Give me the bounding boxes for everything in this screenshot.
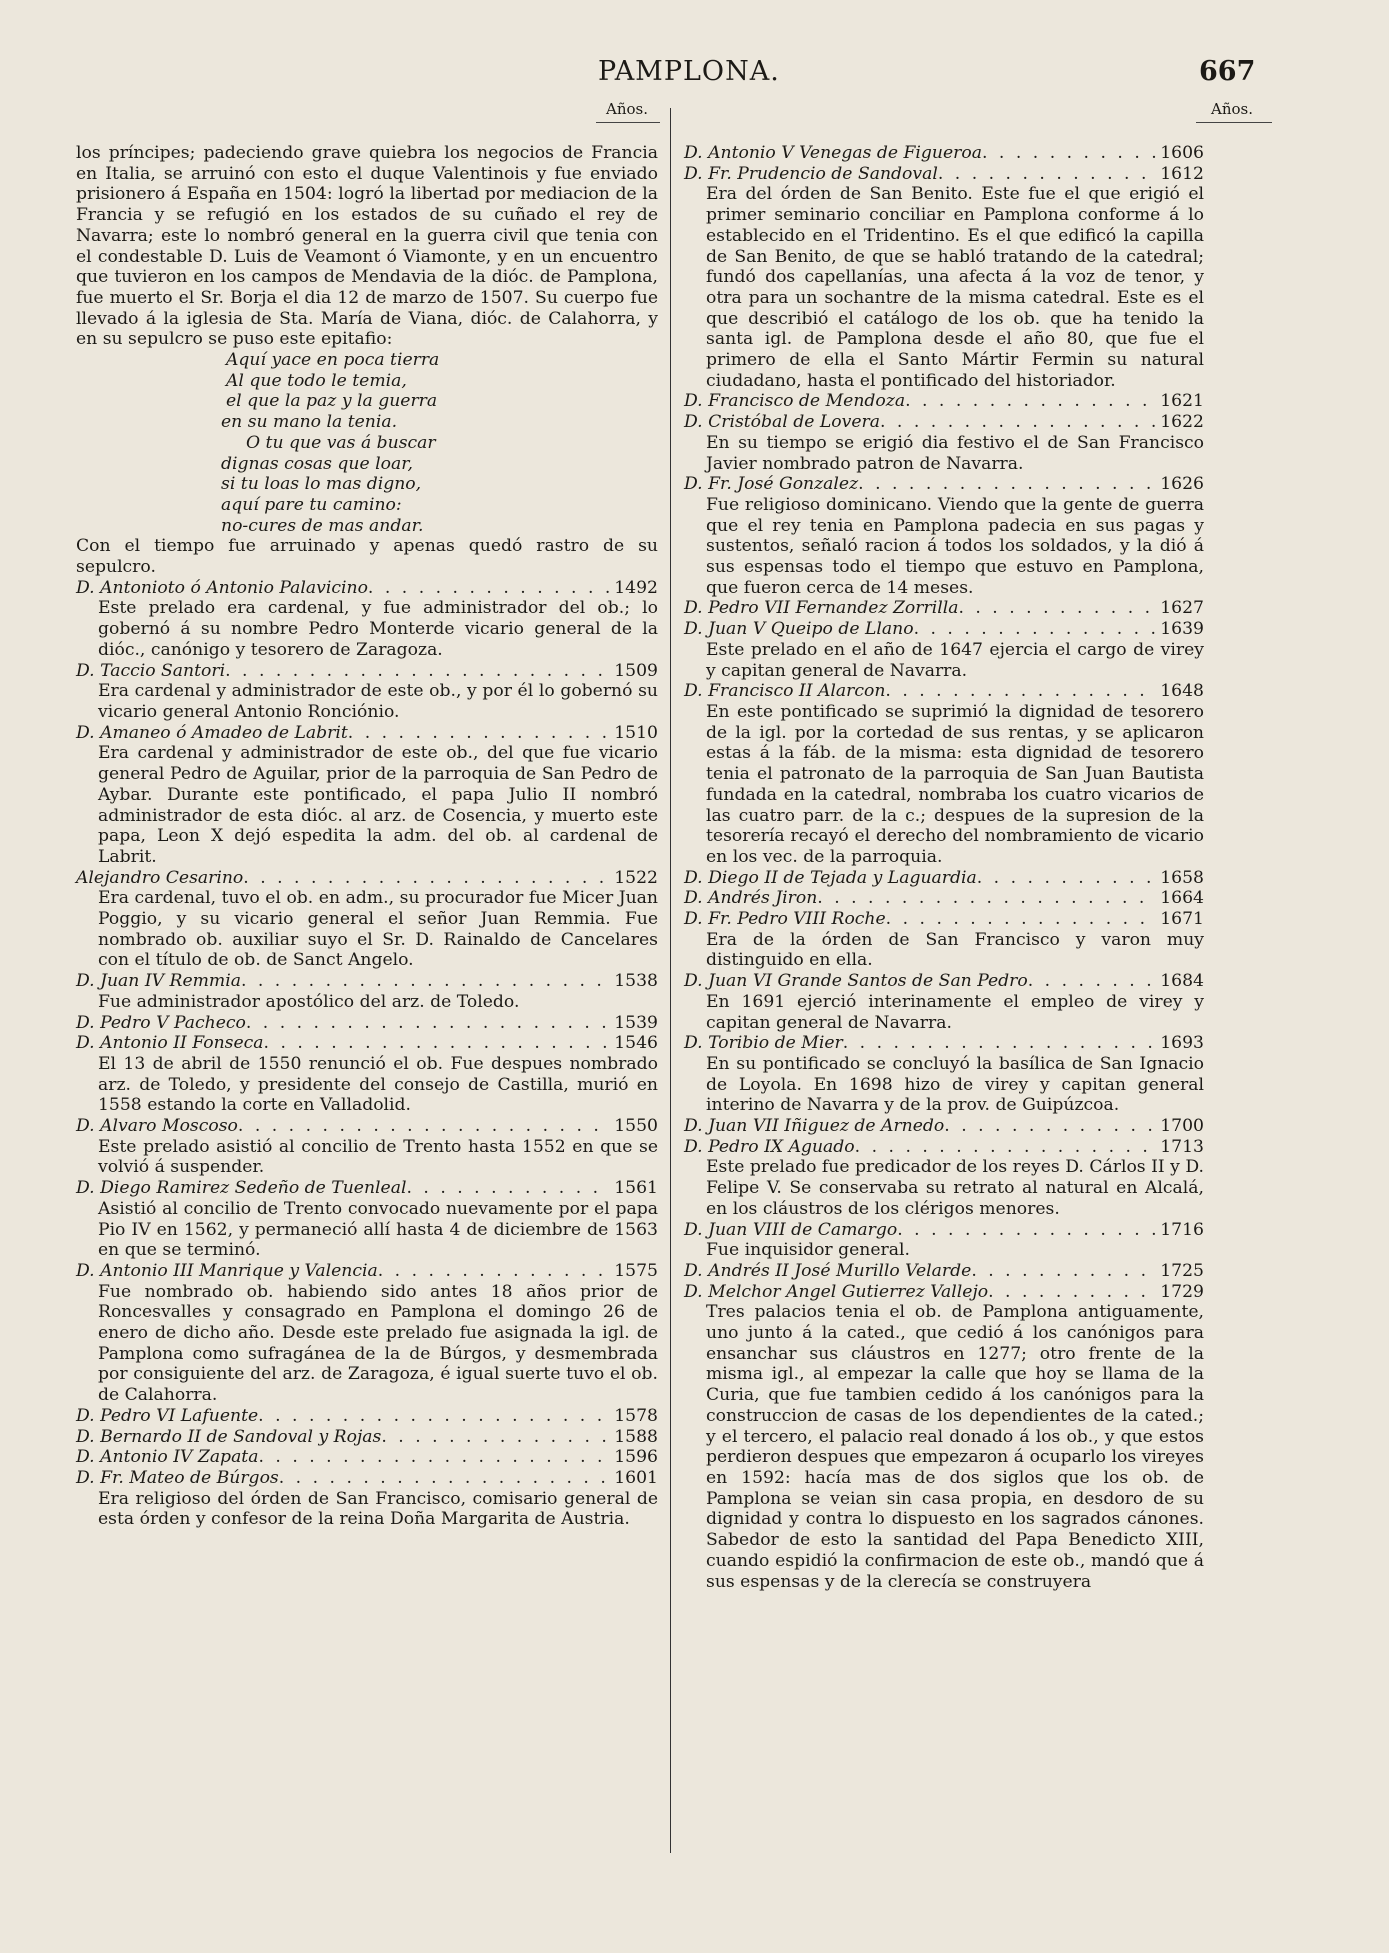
- bishop-entry: [76, 1013, 658, 1034]
- leader-dots: [905, 391, 1156, 412]
- bishop-name: D. Pedro VII Fernandez Zorrilla: [684, 598, 959, 619]
- bishop-entry: [684, 598, 1204, 619]
- leader-dots: [944, 1116, 1156, 1137]
- leader-dots: [406, 1178, 610, 1199]
- bishop-entry: [684, 868, 1204, 889]
- leader-dots: [886, 909, 1156, 930]
- bishop-year: 1561: [614, 1178, 658, 1199]
- bishop-year: 1601: [614, 1468, 658, 1488]
- epitaph-line: si tu loas lo mas digno,: [221, 474, 422, 495]
- bishop-name: D. Bernardo II de Sandoval y Rojas: [76, 1426, 382, 1447]
- bishop-year: 1671: [1160, 909, 1204, 930]
- leader-dots: [843, 1033, 1156, 1054]
- bishop-name: D. Fr. José Gonzalez: [684, 474, 859, 495]
- leader-dots: [243, 868, 610, 889]
- bishop-year: 1648: [1160, 681, 1204, 702]
- leader-dots: [264, 1033, 610, 1054]
- leader-dots: [988, 1282, 1156, 1303]
- bishop-entry: [76, 1033, 658, 1054]
- bishop-entry: [684, 391, 1204, 412]
- leader-dots: [817, 888, 1156, 909]
- leader-dots: [938, 164, 1156, 185]
- bishop-entry: [684, 1116, 1204, 1137]
- left-entries: [76, 578, 658, 1530]
- bishop-entry: [684, 971, 1204, 992]
- leader-dots: [982, 143, 1156, 164]
- intro-paragraph: los príncipes; padeciendo grave quiebra los negocios de Francia en Italia, se arruinó con esto el duque Valentinois y fue enviado prisionero á España en 1504: logró la libertad por mediacion de la Francia y se refugió en los estados de su cuñado el rey de Navarra; este lo nombró general en la guerra civil que tenia con el condestable D. Luis de Veamont ó Viamonte, y en un encuentro que tuvieron en los campos de Mendavia de la dióc. de Pamplona, fue muerto el Sr. Borja el dia 12 de marzo de 1507. Su cuerpo fue llevado á la iglesia de Sta. María de Viana, dióc. de Calahorra, y en su sepulcro se puso este epitafio:: [76, 143, 658, 350]
- bishop-note: Era cardenal y administrador de este ob., del que fue vicario general Pedro de Aguilar, prior de la parroquia de San Pedro de Aybar. Durante este pontificado, el papa Julio II nombró administrador de esta dióc. al arz. de Cosencia, y muerto este papa, Leon X dejó espedita la adm. del ob. al cardenal de Labrit.: [98, 743, 658, 867]
- bishop-year: 1522: [614, 867, 658, 888]
- page-number: 667: [1199, 56, 1256, 87]
- bishop-note: Fue religioso dominicano. Viendo que la gente de guerra que el rey tenia en Pamplona padecia en sus pagas y sustentos, señaló racion á todos los soldados, y la dió á sus espensas todo el tiempo que estuvo en Pamplona, que fueron cerca de 14 meses.: [706, 494, 1204, 598]
- bishop-note: Era del órden de San Benito. Este fue el que erigió el primer seminario conciliar en Pamplona conforme á lo establecido en el Tridentino. Es el que edificó la capilla de San Benito, de que se habló tratando de la catedral; fundó dos capellanías, una afecta á la voz de tenor, y otra para un sochantre de la misma catedral. Este es el que describió el catálogo de los ob. que ha tenido la santa igl. de Pamplona desde el año 80, que fue el primero de ella el Santo Mártir Fermin su natural ciudadano, hasta el pontificado del historiador.: [706, 184, 1204, 391]
- epitaph-line: aquí pare tu camino:: [221, 494, 402, 515]
- bishop-year: 1588: [614, 1426, 658, 1447]
- bishop-year: 1509: [614, 660, 658, 681]
- bishop-name: D. Amaneo ó Amadeo de Labrit: [76, 722, 348, 743]
- bishop-entry: [684, 164, 1204, 185]
- bishop-entry: [684, 1137, 1204, 1158]
- bishop-year: 1546: [614, 1033, 658, 1054]
- leader-dots: [246, 1013, 610, 1034]
- bishop-entry: [76, 661, 658, 682]
- bishop-note: En 1691 ejerció interinamente el empleo de virey y capitan general de Navarra.: [706, 991, 1204, 1033]
- bishop-note: Este prelado en el año de 1647 ejercia el cargo de virey y capitan general de Navarra.: [706, 639, 1204, 681]
- leader-dots: [238, 1116, 610, 1137]
- bishop-name: D. Cristóbal de Lovera: [684, 412, 880, 433]
- bishop-name: D. Fr. Mateo de Búrgos: [76, 1468, 279, 1488]
- bishop-name: D. Antonio II Fonseca: [76, 1033, 264, 1054]
- bishop-name: D. Andrés II José Murillo Velarde: [684, 1260, 972, 1281]
- bishop-entry: [76, 723, 658, 744]
- leader-dots: [241, 971, 610, 992]
- bishop-entry: [684, 909, 1204, 930]
- bishop-note: Fue inquisidor general.: [706, 1240, 910, 1261]
- bishop-year: 1622: [1160, 412, 1204, 433]
- bishop-entry: [684, 888, 1204, 909]
- column-divider: [670, 108, 671, 1853]
- years-rule-left: [596, 122, 660, 123]
- leader-dots: [858, 474, 1156, 495]
- bishop-year: 1612: [1160, 163, 1204, 184]
- bishop-note: En su tiempo se erigió dia festivo el de San Francisco Javier nombrado patron de Navarra.: [706, 432, 1204, 474]
- bishop-year: 1538: [614, 971, 658, 992]
- bishop-note: En este pontificado se suprimió la dignidad de tesorero de la igl. por la cortedad de sus rentas, y se aplicaron estas á la fáb. de la misma: esta dignidad de tesorero tenia el patronato de la parroquia de San Juan Bautista fundada en la catedral, nombraba los cuatro vicarios de las cuatro parr. de la c.; despues de la supresion de la tesorería recayó el derecho del nombramiento de vicario en los vec. de la parroquia.: [706, 701, 1204, 867]
- page-header: [0, 56, 1389, 96]
- bishop-entry: [684, 143, 1204, 164]
- bishop-name: D. Antonio V Venegas de Figueroa: [684, 143, 982, 163]
- bishop-name: D. Francisco de Mendoza: [684, 391, 906, 412]
- bishop-name: D. Juan VIII de Camargo: [684, 1219, 898, 1240]
- bishop-name: D. Pedro V Pacheco: [76, 1012, 246, 1033]
- bishop-note: Era cardenal, tuvo el ob. en adm., su procurador fue Micer Juan Poggio, y su vicario general el señor Juan Remmia. Fue nombrado ob. auxiliar suyo el Sr. D. Rainaldo de Cancelares con el título de ob. de Sanct Angelo.: [98, 888, 658, 971]
- bishop-note: Este prelado fue predicador de los reyes D. Cárlos II y D. Felipe V. Se conservaba su retrato al natural en Alcalá, en los cláustros de los clérigos menores.: [706, 1157, 1204, 1219]
- bishop-name: D. Diego Ramirez Sedeño de Tuenleal: [76, 1178, 407, 1199]
- bishop-entry: [684, 1033, 1204, 1054]
- bishop-name: D. Pedro VI Lafuente: [76, 1405, 259, 1426]
- bishop-note: Fue administrador apostólico del arz. de Toledo.: [98, 991, 520, 1012]
- bishop-entry: [76, 1447, 658, 1468]
- leader-dots: [855, 1137, 1156, 1158]
- bishop-year: 1664: [1160, 888, 1204, 909]
- leader-dots: [914, 619, 1156, 640]
- bishop-name: D. Francisco II Alarcon: [684, 681, 886, 702]
- years-rule-right: [1196, 122, 1272, 123]
- bishop-entry: [684, 1220, 1204, 1241]
- bishop-name: D. Antonio IV Zapata: [76, 1447, 259, 1468]
- bishop-year: 1621: [1160, 391, 1204, 412]
- bishop-name: D. Andrés Jiron: [684, 888, 818, 909]
- bishop-year: 1606: [1160, 143, 1204, 163]
- bishop-year: 1684: [1160, 971, 1204, 992]
- years-label-right: Años.: [1211, 100, 1253, 118]
- bishop-year: 1725: [1160, 1260, 1204, 1281]
- leader-dots: [885, 681, 1156, 702]
- bishop-note: En su pontificado se concluyó la basílica de San Ignacio de Loyola. En 1698 hizo de virey y capitan general interino de Navarra y de la prov. de Guipúzcoa.: [706, 1053, 1204, 1116]
- bishop-note: Asistió al concilio de Trento convocado nuevamente por el papa Pio IV en 1562, y permaneció allí hasta 4 de diciembre de 1563 en que se terminó.: [98, 1198, 658, 1261]
- outro-paragraph: Con el tiempo fue arruinado y apenas quedó rastro de su sepulcro.: [76, 536, 658, 578]
- leader-dots: [258, 1447, 610, 1468]
- bishop-name: D. Juan IV Remmia: [76, 971, 241, 992]
- bishop-year: 1510: [614, 722, 658, 743]
- epitaph-line: Aquí yace en poca tierra: [226, 350, 440, 371]
- epitaph-line: no-cures de mas andar.: [221, 515, 424, 536]
- bishop-name: D. Juan VII Iñiguez de Arnedo: [684, 1116, 945, 1137]
- bishop-entry: [76, 578, 658, 599]
- bishop-note: El 13 de abril de 1550 renunció el ob. Fue despues nombrado arz. de Toledo, y presidente del consejo de Castilla, murió en 1558 estando la corte en Valladolid.: [98, 1053, 658, 1116]
- leader-dots: [279, 1468, 610, 1489]
- leader-dots: [1028, 971, 1156, 992]
- bishop-name: D. Toribio de Mier: [684, 1033, 843, 1054]
- bishop-year: 1627: [1160, 598, 1204, 619]
- running-title: PAMPLONA.: [598, 56, 780, 87]
- bishop-name: D. Pedro IX Aguado: [684, 1136, 855, 1157]
- leader-dots: [381, 1427, 610, 1448]
- bishop-entry: [76, 1261, 658, 1282]
- bishop-year: 1578: [614, 1405, 658, 1426]
- epitaph-line: en su mano la tenia.: [221, 412, 398, 433]
- leader-dots: [348, 723, 610, 744]
- bishop-entry: [684, 412, 1204, 433]
- closing-paragraph: Tres palacios tenia el ob. de Pamplona antiguamente, uno junto á la cated., que cedió á los canónigos para ensanchar sus cláustros en 1277; otro frente de la misma igl., al empezar la calle que hoy se llama de la Curia, que fue tambien cedido á los canónigos para la construccion de casas de los dependientes de la cated.; y el tercero, el palacio real donado á los ob., y que estos perdieron despues que empezaron á ocuparlo los vireyes en 1592: hacía mas de dos siglos que los ob. de Pamplona se veian sin casa propia, en desdoro de su dignidad y contra lo dispuesto en los sagrados cánones. Sabedor de esto la santidad del Papa Benedicto XIII, cuando espidió la confirmacion de este ob., mandó que á sus espensas y de la clerecía se construyera: [706, 1302, 1204, 1592]
- bishop-name: D. Diego II de Tejada y Laguardia: [684, 867, 977, 888]
- leader-dots: [378, 1261, 610, 1282]
- bishop-year: 1626: [1160, 474, 1204, 495]
- bishop-note: Era cardenal y administrador de este ob., y por él lo gobernó su vicario general Antonio Ronciónio.: [98, 681, 658, 722]
- bishop-entry: [684, 474, 1204, 495]
- bishop-name: D. Juan V Queipo de Llano: [684, 619, 914, 640]
- bishop-entry: [76, 1468, 658, 1489]
- bishop-name: D. Melchor Angel Gutierrez Vallejo: [684, 1281, 989, 1302]
- epitaph-line: el que la paz y la guerra: [226, 391, 438, 412]
- leader-dots: [368, 578, 610, 599]
- bishop-entry: [76, 1427, 658, 1448]
- right-entries: [684, 143, 1204, 1302]
- leader-dots: [897, 1220, 1156, 1241]
- bishop-name: D. Antonioto ó Antonio Palavicino: [76, 577, 368, 598]
- bishop-year: 1550: [614, 1116, 658, 1137]
- leader-dots: [971, 1261, 1156, 1282]
- epitaph-line: O tu que vas á buscar: [246, 432, 436, 453]
- leader-dots: [977, 868, 1156, 889]
- bishop-entry: [684, 619, 1204, 640]
- leader-dots: [880, 412, 1156, 433]
- bishop-year: 1700: [1160, 1116, 1204, 1137]
- bishop-note: Era de la órden de San Francisco y varon muy distinguido en ella.: [706, 929, 1204, 971]
- bishop-year: 1596: [614, 1447, 658, 1468]
- bishop-name: Alejandro Cesarino: [76, 867, 244, 888]
- bishop-entry: [684, 1282, 1204, 1303]
- bishop-entry: [76, 1406, 658, 1427]
- bishop-year: 1729: [1160, 1281, 1204, 1302]
- bishop-year: 1716: [1160, 1219, 1204, 1240]
- bishop-name: D. Fr. Pedro VIII Roche: [684, 909, 886, 930]
- bishop-note: Este prelado era cardenal, y fue administrador del ob.; lo gobernó á su nombre Pedro Monterde vicario general de la dióc., canónigo y tesorero de Zaragoza.: [98, 598, 658, 660]
- bishop-year: 1539: [614, 1012, 658, 1033]
- bishop-entry: [76, 1116, 658, 1137]
- bishop-name: D. Juan VI Grande Santos de San Pedro: [684, 971, 1028, 992]
- bishop-entry: [684, 681, 1204, 702]
- epitaph: [76, 350, 658, 536]
- bishop-year: 1575: [614, 1260, 658, 1281]
- bishop-year: 1658: [1160, 867, 1204, 888]
- leader-dots: [958, 598, 1156, 619]
- leader-dots: [225, 661, 610, 682]
- bishop-entry: [76, 971, 658, 992]
- bishop-name: D. Taccio Santori: [76, 660, 226, 681]
- epitaph-line: Al que todo le temia,: [226, 370, 407, 391]
- bishop-note: Era religioso del órden de San Francisco, comisario general de esta órden y confesor de la reina Doña Margarita de Austria.: [98, 1488, 658, 1530]
- bishop-year: 1713: [1160, 1136, 1204, 1157]
- bishop-note: Fue nombrado ob. habiendo sido antes 18 años prior de Roncesvalles y consagrado en Pamplona el domingo 26 de enero de dicho año. Desde este prelado fue asignada la igl. de Pamplona como sufragánea de la de Búrgos, y desmembrada por consiguiente del arz. de Zaragoza, é igual suerte tuvo el ob. de Calahorra.: [98, 1281, 658, 1406]
- bishop-year: 1639: [1160, 619, 1204, 640]
- bishop-note: Este prelado asistió al concilio de Trento hasta 1552 en que se volvió á suspender.: [98, 1136, 658, 1178]
- bishop-year: 1693: [1160, 1033, 1204, 1054]
- bishop-entry: [684, 1261, 1204, 1282]
- years-label-left: Años.: [606, 100, 648, 118]
- bishop-name: D. Alvaro Moscoso: [76, 1116, 238, 1137]
- epitaph-line: dignas cosas que loar,: [221, 453, 414, 474]
- bishop-year: 1492: [614, 577, 658, 598]
- bishop-entry: [76, 1178, 658, 1199]
- bishop-name: D. Antonio III Manrique y Valencia: [76, 1260, 378, 1281]
- bishop-entry: [76, 868, 658, 889]
- right-column: [684, 143, 1204, 1592]
- leader-dots: [258, 1406, 610, 1427]
- bishop-name: D. Fr. Prudencio de Sandoval: [684, 163, 938, 184]
- left-column: [76, 143, 658, 1530]
